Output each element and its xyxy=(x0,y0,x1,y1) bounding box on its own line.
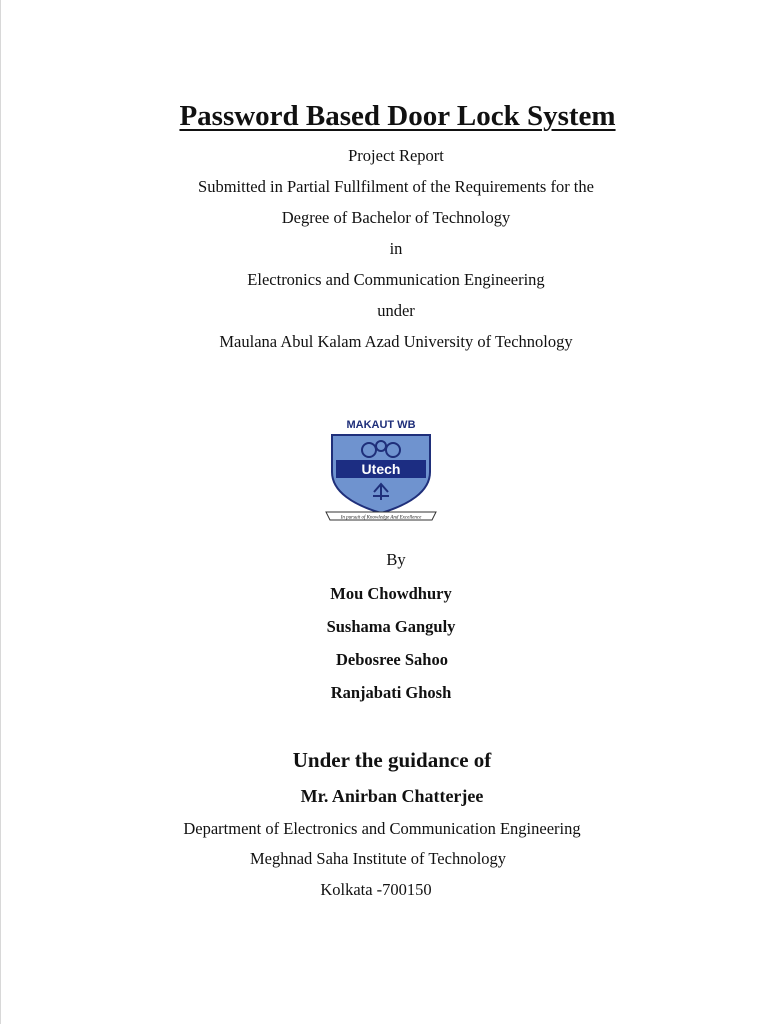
subtitle-university: Maulana Abul Kalam Azad University of Technology xyxy=(219,332,573,351)
institute: Meghnad Saha Institute of Technology xyxy=(249,849,507,868)
guidance-heading: Under the guidance of xyxy=(292,748,492,772)
subtitle-submitted: Submitted in Partial Fullfilment of the Requirements for the xyxy=(198,177,594,196)
subtitle-degree: Degree of Bachelor of Technology xyxy=(281,208,511,227)
author-2: Sushama Ganguly xyxy=(326,617,456,636)
author-1: Mou Chowdhury xyxy=(330,584,452,603)
university-crest-icon xyxy=(318,412,444,524)
subtitle-branch: Electronics and Communication Engineering xyxy=(247,270,545,289)
author-3: Debosree Sahoo xyxy=(336,650,448,669)
subtitle-in: in xyxy=(389,239,403,258)
guide-name: Mr. Anirban Chatterjee xyxy=(300,786,484,806)
subtitle-under: under xyxy=(377,301,415,320)
city: Kolkata -700150 xyxy=(320,880,432,899)
by-label: By xyxy=(386,550,406,569)
logo-band-text: Utech xyxy=(361,461,401,477)
logo-top-text: MAKAUT WB xyxy=(346,419,416,431)
department: Department of Electronics and Communication Engineering xyxy=(183,819,581,838)
report-title: Password Based Door Lock System xyxy=(179,100,616,132)
logo-motto: In pursuit of Knowledge And Excellence xyxy=(340,515,422,521)
author-4: Ranjabati Ghosh xyxy=(330,683,452,702)
subtitle-project-report: Project Report xyxy=(348,146,444,165)
